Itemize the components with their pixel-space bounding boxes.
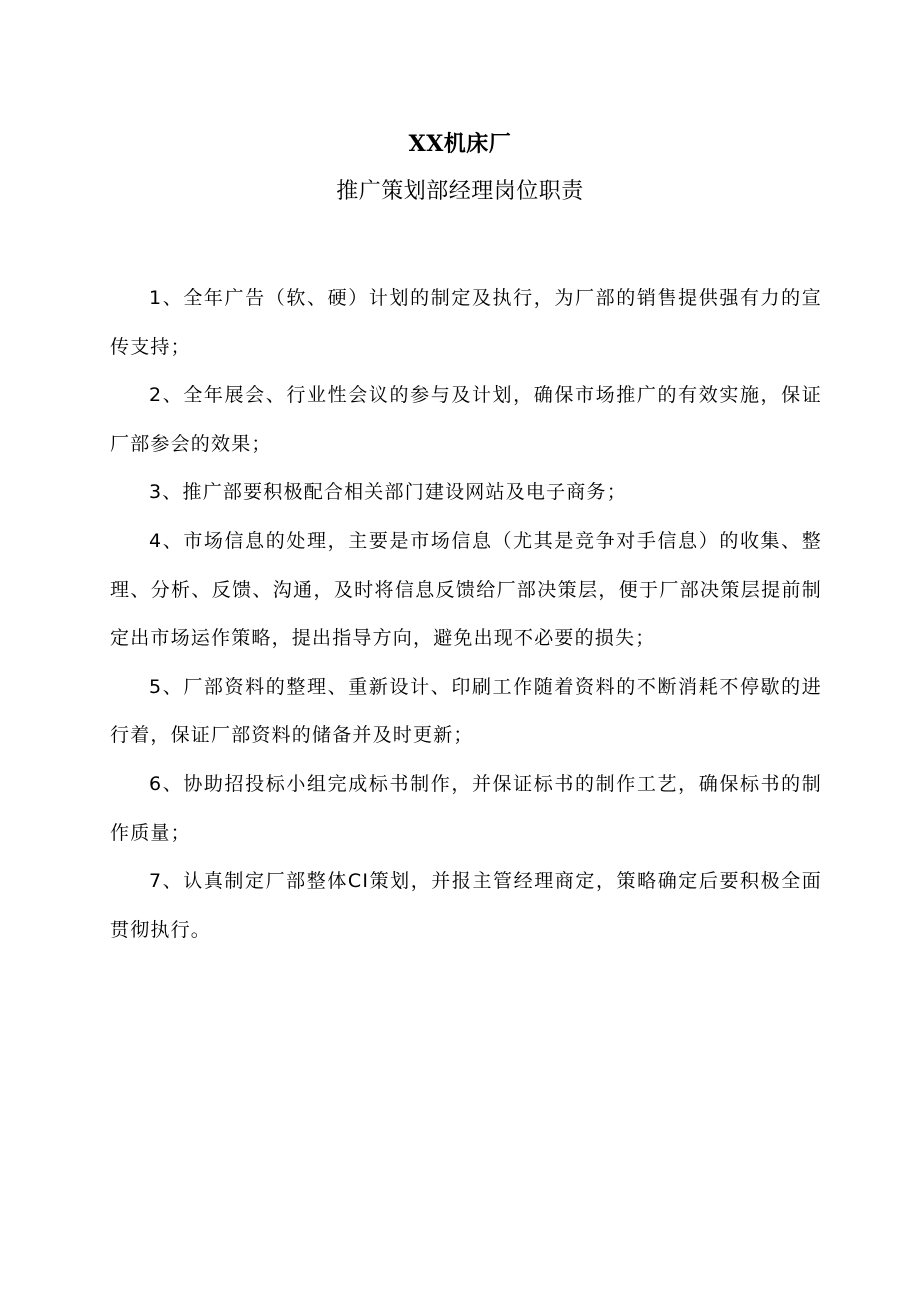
duty-item-4: 4、市场信息的处理，主要是市场信息（尤其是竞争对手信息）的收集、整理、分析、反馈、沟通，及时将信息反馈给厂部决策层，便于厂部决策层提前制定出市场运作策略，提出指导方向，避免出现不必要的损失； — [110, 529, 822, 650]
duty-item-1: 1、全年广告（软、硬）计划的制定及执行，为厂部的销售提供强有力的宣传支持； — [110, 287, 822, 358]
org-name — [0, 130, 920, 159]
duty-item-5: 5、厂部资料的整理、重新设计、印刷工作随着资料的不断消耗不停歇的进行着，保证厂部资料的储备并及时更新； — [110, 675, 822, 747]
duty-list — [110, 274, 822, 954]
org-name-text: XX机床厂 — [408, 131, 512, 157]
duty-item-6: 6、协助招投标小组完成标书制作，并保证标书的制作工艺，确保标书的制作质量； — [110, 772, 822, 844]
duty-item-3: 3、推广部要积极配合相关部门建设网站及电子商务； — [149, 481, 627, 504]
duty-item-2: 2、全年展会、行业性会议的参与及计划，确保市场推广的有效实施，保证厂部参会的效果； — [110, 384, 822, 455]
duty-item-7: 7、认真制定厂部整体CI策划，并报主管经理商定，策略确定后要积极全面贯彻执行。 — [110, 870, 822, 941]
document-title: 推广策划部经理岗位职责 — [336, 179, 584, 204]
